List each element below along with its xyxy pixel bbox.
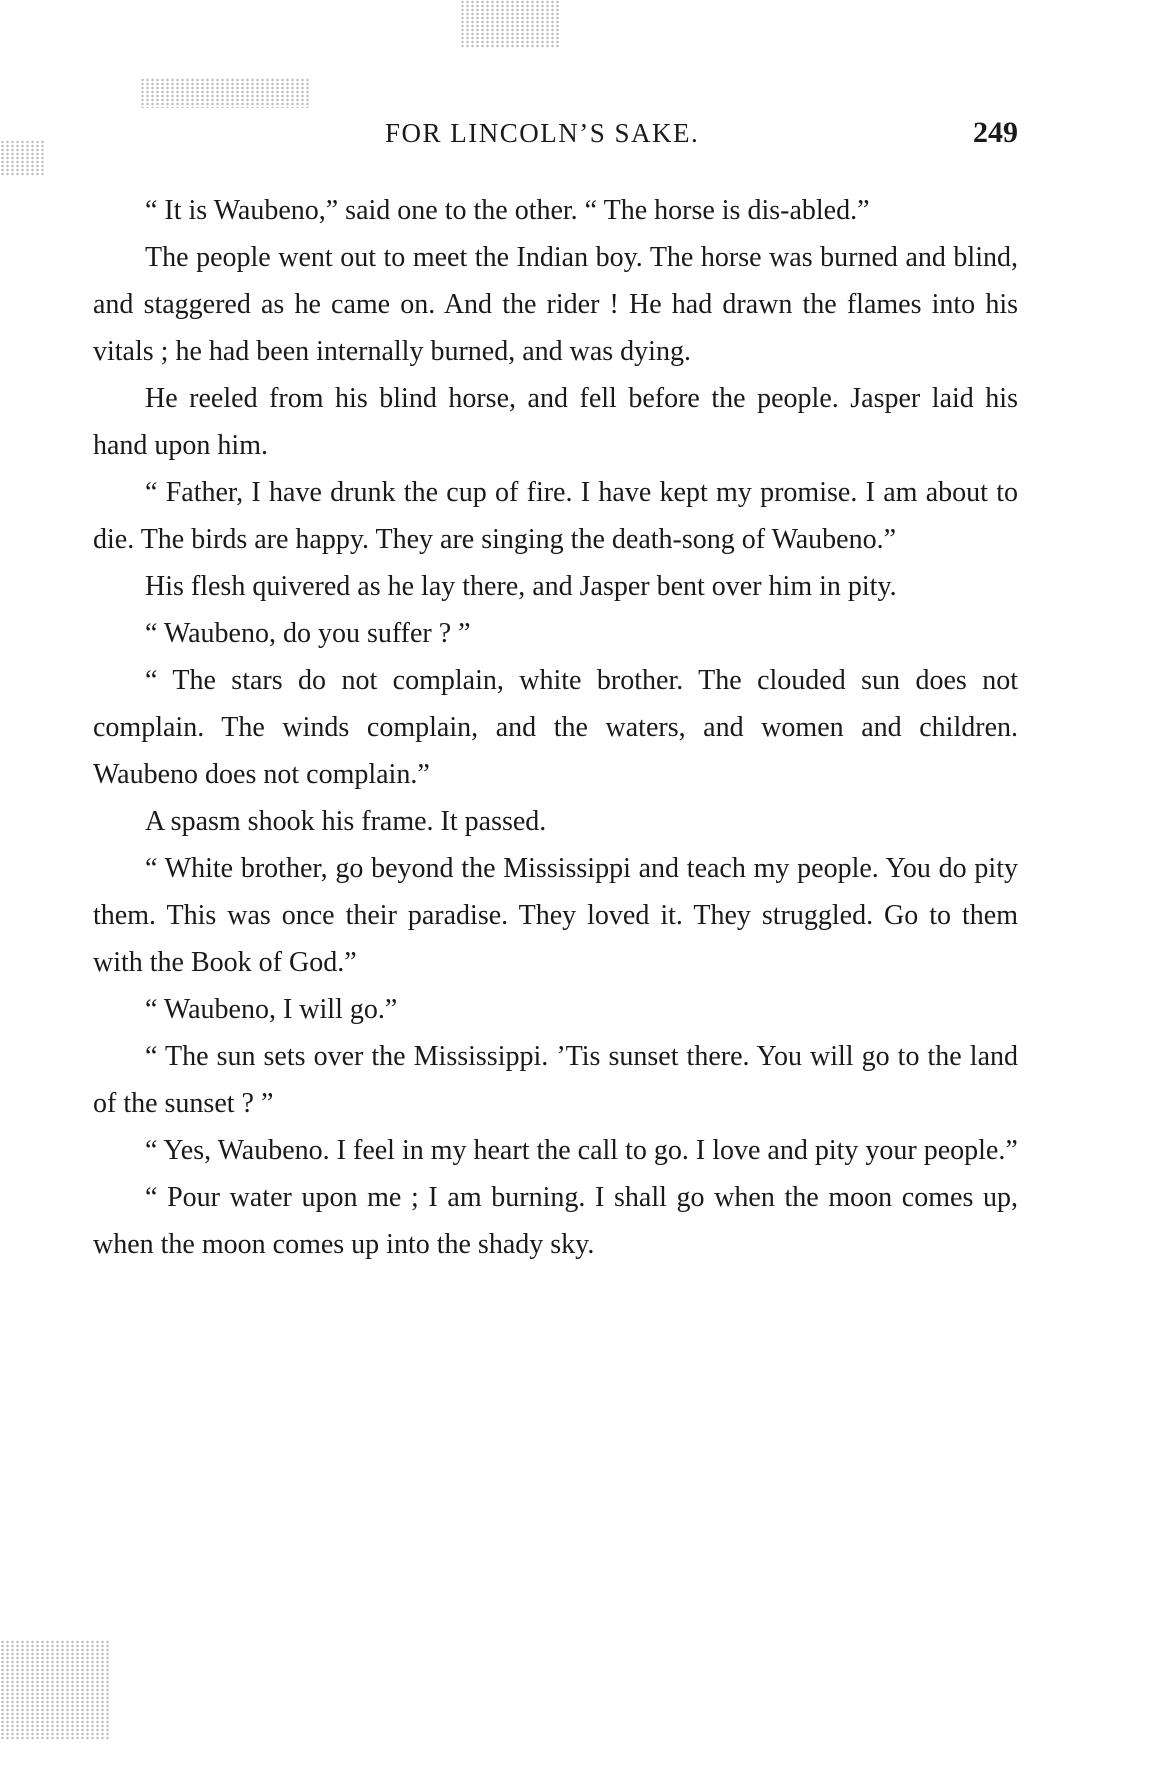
paragraph: “ Yes, Waubeno. I feel in my heart the call to go. I love and pity your people.” [145,1135,1018,1166]
body-text [93,187,1018,1268]
paragraph: “ Father, I have drunk the cup of fire. I have kept my promise. I am about to die. The birds are happy. They are singing the death-song of Waubeno.” [93,477,1018,555]
paragraph: “ Pour water upon me ; I am burning. I shall go when the moon comes up, when the moon comes up into the shady sky. [93,1182,1018,1260]
paragraph: “ Waubeno, I will go.” [145,994,398,1025]
paragraph: “ The stars do not complain, white brother. The clouded sun does not complain. The winds complain, and the waters, and women and children. Waubeno does not complain.” [93,665,1018,790]
paragraph: “ It is Waubeno,” said one to the other. “ The horse is dis-abled.” [145,195,870,226]
running-head [93,118,1018,158]
paragraph: The people went out to meet the Indian boy. The horse was burned and blind, and staggered as he came on. And the rider ! He had drawn the flames into his vitals ; he had been internally burned, and was dying. [93,242,1018,367]
paragraph: A spasm shook his frame. It passed. [145,806,547,837]
print-speckle [460,0,560,48]
print-speckle [140,78,310,108]
print-speckle [0,140,44,176]
paragraph: He reeled from his blind horse, and fell before the people. Jasper laid his hand upon him. [93,383,1018,461]
paragraph: “ Waubeno, do you suffer ? ” [145,618,471,649]
paragraph: “ White brother, go beyond the Mississippi and teach my people. You do pity them. This was once their paradise. They loved it. They struggled. Go to them with the Book of God.” [93,853,1018,978]
page-number: 249 [973,116,1018,149]
paragraph: “ The sun sets over the Mississippi. ’Tis sunset there. You will go to the land of the sunset ? ” [93,1041,1018,1119]
print-speckle [0,1640,110,1740]
paragraph: His flesh quivered as he lay there, and Jasper bent over him in pity. [145,571,897,602]
running-title: FOR LINCOLN’S SAKE. [385,118,700,148]
